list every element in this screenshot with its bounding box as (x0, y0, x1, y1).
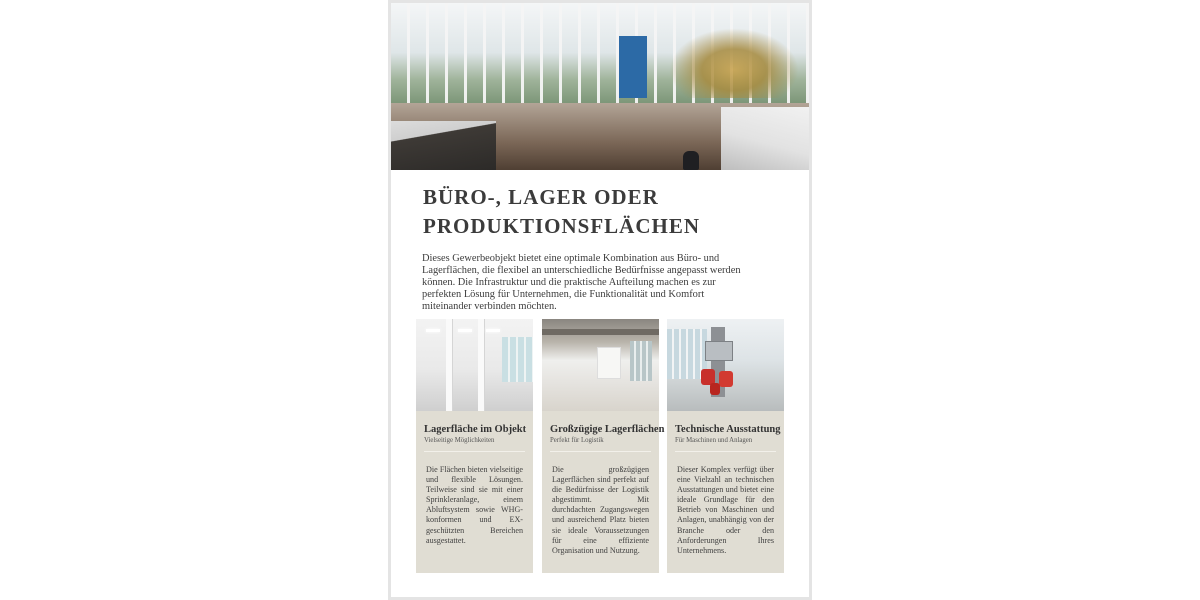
tables-right (721, 107, 809, 170)
card-text: Die Flächen bieten vielseitige und flexible Lösungen. Teilweise sind sie mit einer Sprinkleranlage, einem Abluftsystem sowie WHG-konformen und EX-geschützten Bereichen ausgestattet. (426, 465, 523, 545)
red-socket (719, 371, 733, 387)
page-title (423, 183, 783, 241)
feature-card-equipment (667, 319, 784, 573)
intro-paragraph: Dieses Gewerbeobjekt bietet eine optimale Kombination aus Büro- und Lagerflächen, die flexibel an unterschiedliche Bedürfnisse angepasst werden können. Die Infrastruktur und die praktische Aufteilung machen es zur perfekten Lösung für Unternehmen, die Funktionalität und Komfort miteinander verbinden möchten. (422, 253, 741, 312)
card-photo-power-distribution (667, 319, 784, 411)
distribution-box (705, 341, 733, 361)
ceiling-light (458, 329, 472, 332)
trees-outside (669, 28, 799, 98)
column (446, 319, 452, 411)
red-socket (710, 383, 720, 395)
card-subtitle: Für Maschinen und Anlagen (675, 437, 753, 444)
ceiling-light (426, 329, 440, 332)
card-subtitle: Perfekt für Logistik (550, 437, 604, 444)
column (478, 319, 484, 411)
feature-card-storage (416, 319, 533, 573)
card-title: Technische Ausstattung (675, 424, 781, 435)
page-title-line1: BÜRO-, LAGER ODER (423, 185, 659, 209)
chair (683, 151, 699, 170)
document-page (388, 0, 812, 600)
card-title: Großzügige Lagerflächen (550, 424, 665, 435)
card-text: Dieser Komplex verfügt über eine Vielzahl an technischen Ausstattungen und bietet eine ideale Grundlage für den Betrieb von Maschinen und Anlagen, unabhängig von der Branche oder den Anforderungen Ihres Unternehmens. (677, 465, 774, 555)
feature-card-logistics (542, 319, 665, 573)
card-photo-empty-hall (416, 319, 533, 411)
card-divider (550, 451, 651, 452)
card-text: Die großzügigen Lagerflächen sind perfekt auf die Bedürfnisse der Logistik abgestimmt. Mit durchdachten Zugangswegen und ausreichend Platz bieten sie ideale Voraussetzungen für eine effiziente Organisation und Nutzung. (552, 465, 649, 555)
card-divider (675, 451, 776, 452)
tables-left (391, 121, 496, 170)
hero-photo-office-hall (391, 3, 809, 170)
card-photo-warehouse (542, 319, 659, 411)
window-row (630, 341, 652, 381)
card-title: Lagerfläche im Objekt (424, 424, 527, 435)
blue-partition (619, 36, 647, 98)
ceiling-light (486, 329, 500, 332)
card-subtitle: Vielseitige Möglichkeiten (424, 437, 495, 444)
page-title-line2: PRODUKTIONSFLÄCHEN (423, 214, 701, 238)
page-sheet (391, 3, 809, 597)
door (597, 347, 621, 379)
window-row (502, 337, 533, 382)
card-divider (424, 451, 525, 452)
ceiling-beam (542, 329, 659, 335)
